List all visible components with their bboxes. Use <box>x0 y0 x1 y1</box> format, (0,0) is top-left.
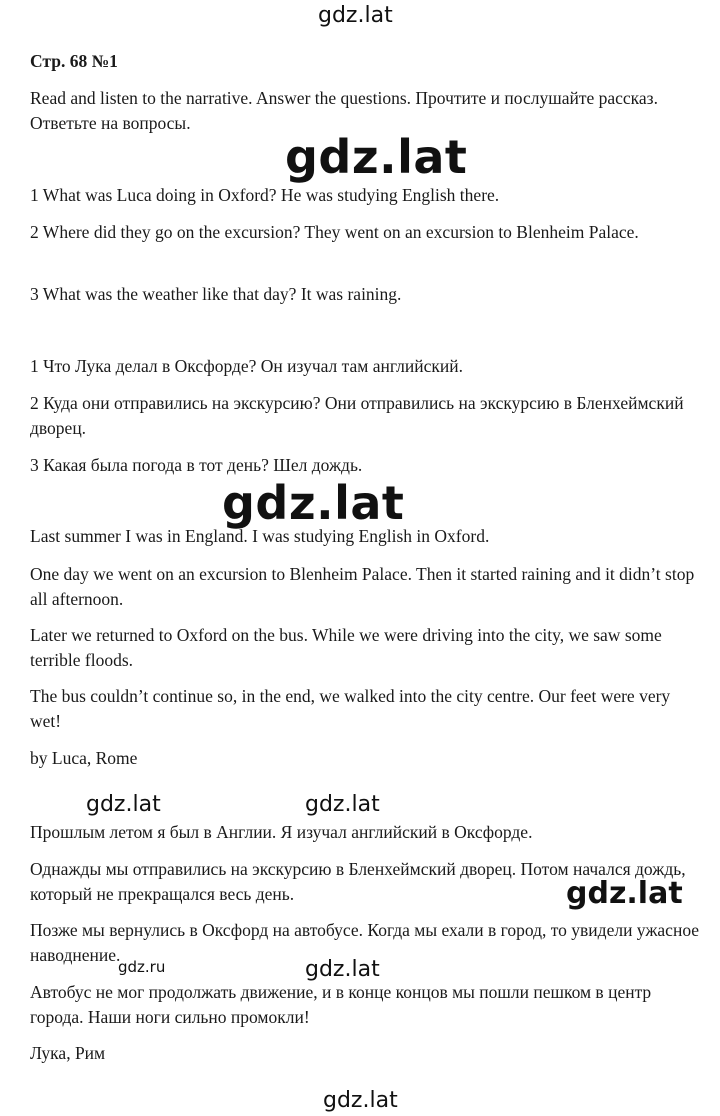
answer-en-2: 2 Where did they go on the excursion? They went on an excursion to Blenheim Palace. <box>30 222 639 242</box>
answer-ru-3: 3 Какая была погода в тот день? Шел дождь. <box>30 455 363 475</box>
watermark-right: gdz.lat <box>566 876 683 911</box>
answer-ru-1: 1 Что Лука делал в Оксфорде? Он изучал там английский. <box>30 356 463 376</box>
watermark-top: gdz.lat <box>318 3 393 28</box>
narrative-en-signature: by Luca, Rome <box>30 748 138 768</box>
watermark-bottom: gdz.lat <box>323 1088 398 1113</box>
narrative-ru-3: Позже мы вернулись в Оксфорд на автобусе. Когда мы ехали в город, то увидели ужасное наводнение. <box>30 920 700 965</box>
watermark-ru: gdz.ru <box>118 958 166 976</box>
narrative-en-4: The bus couldn’t continue so, in the end, we walked into the city centre. Our feet were very wet! <box>30 686 671 731</box>
watermark-lower-center: gdz.lat <box>305 957 380 982</box>
watermark-large-1: gdz.lat <box>285 130 468 184</box>
watermark-large-2: gdz.lat <box>222 476 405 530</box>
narrative-en-2: One day we went on an excursion to Blenheim Palace. Then it started raining and it didn’t stop all afternoon. <box>30 564 695 609</box>
watermark-row-center: gdz.lat <box>305 792 380 817</box>
narrative-ru-2: Однажды мы отправились на экскурсию в Бленхеймский дворец. Потом начался дождь, который не прекращался весь день. <box>30 859 686 904</box>
answer-ru-2: 2 Куда они отправились на экскурсию? Они отправились на экскурсию в Бленхеймский дворец. <box>30 393 684 438</box>
answer-en-1: 1 What was Luca doing in Oxford? He was studying English there. <box>30 185 500 205</box>
watermark-row-left: gdz.lat <box>86 792 161 817</box>
narrative-ru-1: Прошлым летом я был в Англии. Я изучал английский в Оксфорде. <box>30 822 533 842</box>
answer-en-3: 3 What was the weather like that day? It was raining. <box>30 284 402 304</box>
narrative-ru-signature: Лука, Рим <box>30 1043 106 1063</box>
narrative-en-3: Later we returned to Oxford on the bus. While we were driving into the city, we saw some terrible floods. <box>30 625 662 670</box>
task-instruction: Read and listen to the narrative. Answer the questions. Прочтите и послушайте рассказ. Ответьте на вопросы. <box>30 88 658 133</box>
narrative-ru-4: Автобус не мог продолжать движение, и в конце концов мы пошли пешком в центр города. Наши ноги сильно промокли! <box>30 982 652 1027</box>
page-title: Стр. 68 №1 <box>30 51 118 71</box>
narrative-en-1: Last summer I was in England. I was studying English in Oxford. <box>30 526 490 546</box>
